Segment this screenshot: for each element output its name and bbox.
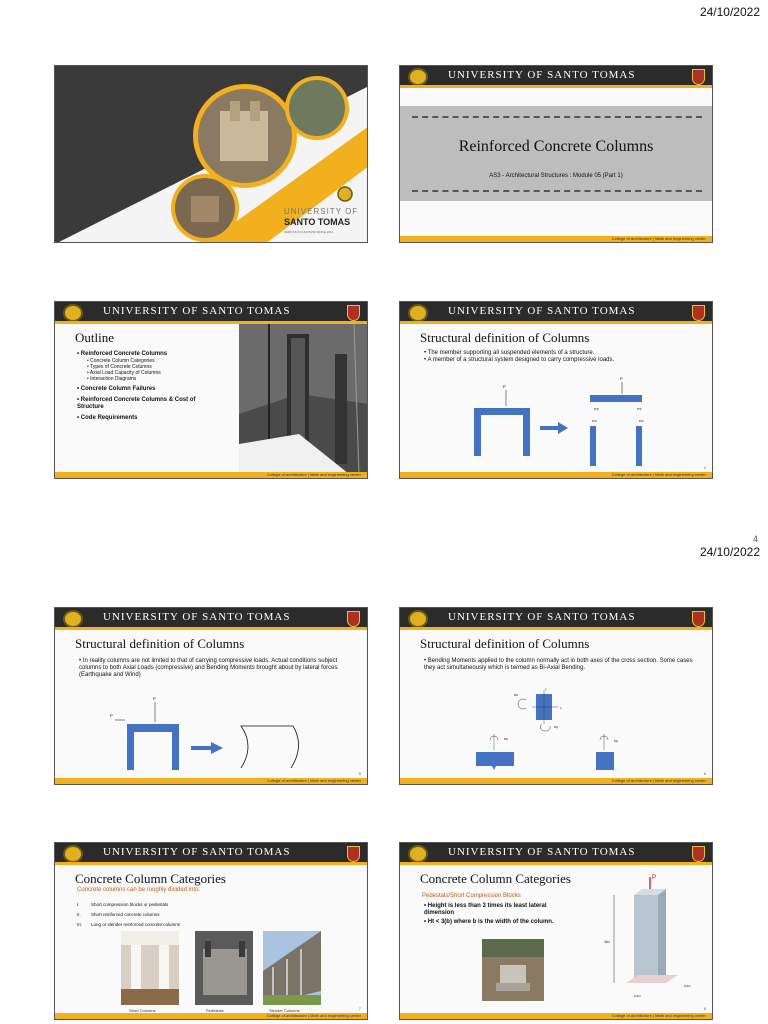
footer-text: College of architecture | Math and engineering center <box>611 1013 706 1018</box>
photo-caption: Slender Columns <box>269 1008 300 1013</box>
right-arrow-icon <box>540 422 568 434</box>
load-label: P <box>153 696 156 701</box>
shield-icon <box>347 305 360 321</box>
slide-header <box>400 302 712 324</box>
slide-footer <box>55 1013 367 1019</box>
slide-header <box>400 608 712 630</box>
shield-icon <box>692 611 705 627</box>
outline-item: Reinforced Concrete Columns <box>80 351 168 357</box>
load-label: P/2 <box>639 419 644 423</box>
list-number: III. <box>77 922 83 927</box>
pedestals-photo <box>195 931 253 1005</box>
slide-heading: Concrete Column Categories <box>75 871 226 886</box>
axis-label: y <box>545 687 547 691</box>
bullet-text: Height is less than 3 times its least lateral dimension <box>424 903 547 916</box>
bullet-text: The member supporting all suspended elements of a structure. <box>427 350 595 356</box>
load-label: P <box>652 875 657 881</box>
right-arrow-icon <box>191 742 223 754</box>
slide-header <box>55 302 367 324</box>
moment-label: My <box>614 739 618 743</box>
slide-heading: Concrete Column Categories <box>420 871 571 886</box>
dashed-divider <box>412 190 702 192</box>
slide-subheading: Pedestals/Short Compression Blocks <box>422 893 521 899</box>
photo-caption: Short Columns <box>129 1008 156 1013</box>
load-label: P <box>503 384 506 389</box>
university-name: UNIVERSITY OF SANTO TOMAS <box>103 305 291 317</box>
moment-label: My <box>554 725 558 729</box>
date-label: 24/10/2022 <box>699 545 760 559</box>
dashed-divider <box>412 116 702 118</box>
shield-icon <box>347 611 360 627</box>
slide-header <box>400 66 712 88</box>
seal-icon <box>408 845 428 863</box>
slide-cover[interactable] <box>54 65 368 243</box>
seal-icon <box>63 304 83 322</box>
university-name: UNIVERSITY OF SANTO TOMAS <box>103 846 291 858</box>
frame-diagram <box>400 370 713 479</box>
axis-label: x <box>560 706 562 710</box>
pedestal-site-photo <box>482 939 544 1001</box>
bullet-text: Bending Moments applied to the column normally act in both axes of the cross section. Some cases they act simultaneously which is termed as Bi-Axial Bending. <box>424 658 693 671</box>
bullet-list: • Height is less than 3 times its least lateral dimension • Ht < 3(b) where b is the width of the column. <box>424 903 554 925</box>
dimension-label: 1m <box>604 939 610 944</box>
brand-name: SANTO TOMAS <box>284 217 351 227</box>
slide-number: 7 <box>358 1006 361 1011</box>
outline-list: • Reinforced Concrete Columns • Concrete Column Categories • Types of Concrete Columns • Axial Load Capacity of Columns • Interaction Diagrams • Concrete Column Failures • Reinforced Concrete Columns & Cost of Structure • Code Requirements <box>77 351 196 421</box>
footer-text: College of architecture | Math and engineering center <box>611 778 706 783</box>
category-list <box>77 900 327 930</box>
slide-subheading: Concrete columns can be roughly divided into: <box>77 887 201 893</box>
bullet-list: • Bending Moments applied to the column normally act in both axes of the cross section. Some cases they act simultaneously which is termed as Bi-Axial Bending. <box>424 658 693 671</box>
slide-header <box>55 843 367 865</box>
slide-pedestals[interactable] <box>399 842 713 1020</box>
university-name: UNIVERSITY OF SANTO TOMAS <box>448 846 636 858</box>
photo-caption: Pedestals <box>206 1008 224 1013</box>
frame-sway-diagram <box>55 686 368 785</box>
slide-header <box>400 843 712 865</box>
bullet-text: Ht < 3(b) where b is the width of the column. <box>427 919 554 925</box>
slide-footer <box>55 778 367 784</box>
list-number: I. <box>77 902 80 907</box>
footer-text: College of architecture | Math and engineering center <box>266 1013 361 1018</box>
seal-icon <box>408 610 428 628</box>
slide-footer <box>55 472 367 478</box>
brand-sub: VERITAS IN CARITATE SINCE 1611 <box>284 230 333 234</box>
footer-text: College of architecture | Math and engineering center <box>266 778 361 783</box>
outline-subitem: Concrete Column Categories <box>90 358 155 364</box>
short-columns-photo <box>121 931 179 1005</box>
load-label: P <box>110 713 113 718</box>
load-label: P/2 <box>637 407 642 411</box>
slender-columns-photo <box>263 931 321 1005</box>
list-item: Long or slender reinforced concrete columns <box>91 922 181 927</box>
slide-number: 6 <box>703 771 706 776</box>
outline-subitem: Axial Load Capacity of Columns <box>89 370 161 376</box>
footer-text: College of architecture | Math and engineering center <box>611 472 706 477</box>
bullet-text: A member of a structural system designed to carry compressive loads. <box>427 357 615 363</box>
seal-icon <box>63 610 83 628</box>
footer-text: College of architecture | Math and engineering center <box>266 472 361 477</box>
slide-footer <box>400 236 712 242</box>
slide-title[interactable] <box>399 65 713 243</box>
outline-item: Concrete Column Failures <box>80 386 156 392</box>
column-construction-photo <box>239 324 368 474</box>
slide-number: 3 <box>358 465 361 470</box>
outline-subitem: Types of Concrete Columns <box>90 364 152 370</box>
moment-label: Mx <box>514 693 518 697</box>
university-name: UNIVERSITY OF SANTO TOMAS <box>448 611 636 623</box>
slide-footer <box>400 472 712 478</box>
slide-number: 8 <box>703 1006 706 1011</box>
seal-icon <box>408 304 428 322</box>
university-name: UNIVERSITY OF SANTO TOMAS <box>448 305 636 317</box>
shield-icon <box>692 846 705 862</box>
list-item: Short compression blocks or pedestals <box>91 902 169 907</box>
moment-label: Mx <box>504 737 508 741</box>
pedestal-diagram <box>594 869 713 1009</box>
slide-title-text: Reinforced Concrete Columns <box>458 138 654 155</box>
slide-structural-definition[interactable] <box>399 301 713 479</box>
seal-icon <box>63 845 83 863</box>
slide-footer <box>400 1013 712 1019</box>
slide-number: 4 <box>703 465 706 470</box>
footer-text: College of architecture | Math and engineering center <box>611 236 706 241</box>
shield-icon <box>347 846 360 862</box>
outline-item: Reinforced Concrete Columns & Cost of Structure <box>77 397 196 410</box>
biaxial-diagram <box>400 682 713 782</box>
university-name: UNIVERSITY OF SANTO TOMAS <box>103 611 291 623</box>
slide-heading: Structural definition of Columns <box>75 636 245 651</box>
dimension-label: 0.4m <box>684 984 691 988</box>
university-name: UNIVERSITY OF SANTO TOMAS <box>448 69 636 81</box>
bullet-list: • The member supporting all suspended elements of a structure. • A member of a structural system designed to carry compressive loads. <box>424 350 615 363</box>
date-label: 24/10/2022 <box>699 5 760 19</box>
outline-item: Code Requirements <box>80 415 138 421</box>
bullet-text: In reality columns are not limited to that of carrying compressive loads. Actual conditions subject columns to both Axial Loads (compressive) and Bending Moments brought about by lateral forces (Earthquake and Wind) <box>79 658 338 678</box>
slide-biaxial-bending[interactable] <box>399 607 713 785</box>
list-item: Short reinforced concrete columns <box>91 912 160 917</box>
slide-header <box>55 608 367 630</box>
bullet-list: • In reality columns are not limited to that of carrying compressive loads. Actual conditions subject columns to both Axial Loads (compressive) and Bending Moments brought about by lateral forces (Earthquake and Wind) <box>79 658 338 678</box>
shield-icon <box>692 305 705 321</box>
outline-subitem: Interaction Diagrams <box>90 376 137 382</box>
slide-subtitle: AS3 - Architectural Structures : Module 05 (Part 1) <box>489 173 623 179</box>
slide-column-categories[interactable] <box>54 842 368 1020</box>
load-label: P/2 <box>594 407 599 411</box>
list-number: II. <box>77 912 81 917</box>
shield-icon <box>692 69 705 85</box>
brand-top: UNIVERSITY OF <box>284 207 359 216</box>
slide-footer <box>400 778 712 784</box>
slide-heading: Structural definition of Columns <box>420 330 590 345</box>
slide-heading: Structural definition of Columns <box>420 636 590 651</box>
slide-outline[interactable] <box>54 301 368 479</box>
load-label: P <box>620 376 623 381</box>
slide-axial-and-bending[interactable] <box>54 607 368 785</box>
slide-number: 5 <box>358 771 361 776</box>
slide-heading: Outline <box>75 330 114 345</box>
dimension-label: 0.4m <box>634 994 641 998</box>
page-mark: 4 <box>752 534 758 544</box>
seal-icon <box>408 68 428 86</box>
load-label: P/2 <box>592 419 597 423</box>
